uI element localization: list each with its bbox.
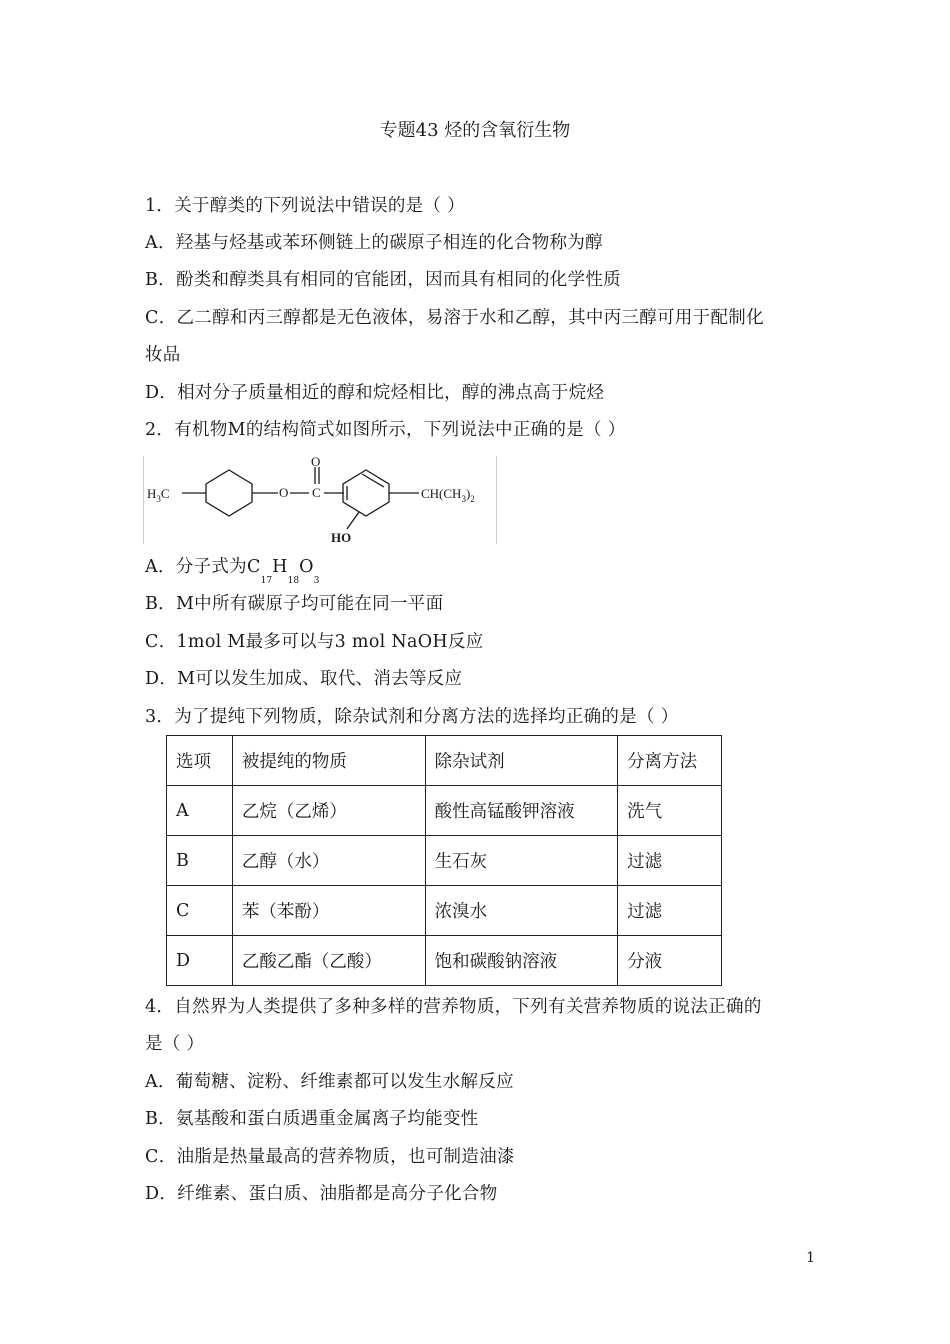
table-cell: 苯（苯酚） [232, 886, 425, 936]
question-2-stem: 2．有机物M的结构简式如图所示，下列说法中正确的是（ ） [145, 420, 626, 440]
question-4-option-a: A．葡萄糖、淀粉、纤维素都可以发生水解反应 [145, 1072, 514, 1092]
question-1-option-c-continued: 妆品 [145, 345, 181, 365]
table-cell: 饱和碳酸钠溶液 [425, 936, 618, 986]
table-cell: D [167, 936, 233, 986]
ester-oxygen-label: O [279, 485, 289, 500]
question-2-option-c: C．1mol M最多可以与3 mol NaOH反应 [145, 632, 484, 652]
question-1-option-d: D．相对分子质量相近的醇和烷烃相比，醇的沸点高于烷烃 [145, 383, 605, 403]
table-cell: 分液 [618, 936, 722, 986]
purification-table [166, 735, 722, 986]
question-4-stem: 4．自然界为人类提供了多种多样的营养物质，下列有关营养物质的说法正确的 [145, 997, 762, 1017]
structure-diagram [143, 456, 497, 544]
question-4-option-c: C．油脂是热量最高的营养物质，也可制造油漆 [145, 1147, 515, 1167]
molecule-structure [144, 456, 496, 544]
table-row [167, 886, 722, 936]
question-2-option-d: D．M可以发生加成、取代、消去等反应 [145, 669, 463, 689]
table-row [167, 836, 722, 886]
table-cell: 浓溴水 [425, 886, 618, 936]
isopropyl-label: $CH(CH_3)_2$ [421, 486, 475, 504]
page-title: 专题43 烃的含氧衍生物 [379, 120, 571, 141]
table-cell: 洗气 [618, 786, 722, 836]
question-1-option-b: B．酚类和醇类具有相同的官能团，因而具有相同的化学性质 [145, 270, 621, 290]
table-header-row [167, 736, 722, 786]
table-cell: 过滤 [618, 836, 722, 886]
question-4-option-b: B．氨基酸和蛋白质遇重金属离子均能变性 [145, 1109, 479, 1129]
question-4-stem-continued: 是（ ） [145, 1034, 205, 1054]
table-cell: B [167, 836, 233, 886]
left-benzene-ring [206, 470, 252, 516]
table-cell: 乙烷（乙烯） [232, 786, 425, 836]
question-2-option-a: A．分子式为$C_{17}H_{18}O_3$ [145, 557, 320, 586]
table-cell: 过滤 [618, 886, 722, 936]
ester-carbon-label: C [312, 485, 321, 500]
table-cell: 乙醇（水） [232, 836, 425, 886]
table-header-cell: 除杂试剂 [425, 736, 618, 786]
table-cell: A [167, 786, 233, 836]
carbonyl-oxygen-label: O [311, 456, 321, 469]
table-row [167, 786, 722, 836]
question-1-option-a: A．羟基与烃基或苯环侧链上的碳原子相连的化合物称为醇 [145, 233, 603, 253]
table-header-cell: 选项 [167, 736, 233, 786]
question-4-option-d: D．纤维素、蛋白质、油脂都是高分子化合物 [145, 1184, 498, 1204]
question-2-option-b: B．M中所有碳原子均可能在同一平面 [145, 594, 444, 614]
table-cell: 酸性高锰酸钾溶液 [425, 786, 618, 836]
question-3-stem: 3．为了提纯下列物质，除杂试剂和分离方法的选择均正确的是（ ） [145, 707, 679, 727]
table-header-cell: 分离方法 [618, 736, 722, 786]
page-number: 1 [806, 1250, 815, 1266]
table-cell: 生石灰 [425, 836, 618, 886]
methyl-label: $H_3C$ [147, 486, 170, 504]
table-row [167, 936, 722, 986]
table-header-cell: 被提纯的物质 [232, 736, 425, 786]
table-cell: C [167, 886, 233, 936]
question-1-stem: 1．关于醇类的下列说法中错误的是（ ） [145, 196, 465, 216]
table-cell: 乙酸乙酯（乙酸） [232, 936, 425, 986]
question-1-option-c: C．乙二醇和丙三醇都是无色液体，易溶于水和乙醇，其中丙三醇可用于配制化 [145, 308, 764, 328]
hydroxyl-label: HO [331, 530, 352, 544]
